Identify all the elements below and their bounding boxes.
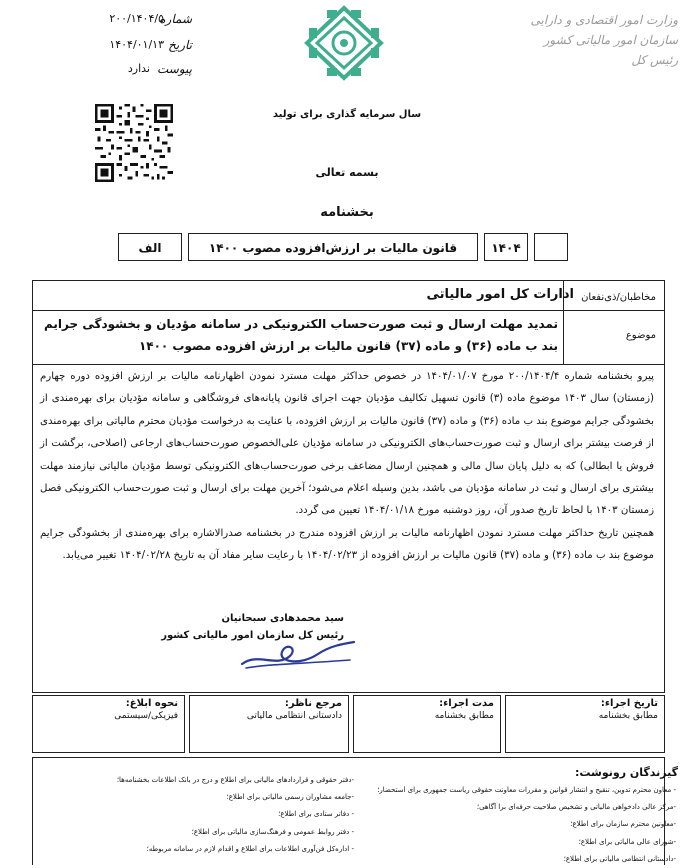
cc-item: - دفاتر ستادی برای اطلاع؛: [278, 810, 354, 819]
bismillah: بسمه تعالی: [315, 166, 379, 179]
exec-date-cell: [505, 695, 665, 753]
letter-attachment: [92, 62, 192, 82]
circular-body: [40, 366, 654, 568]
notify-cell: [32, 695, 185, 753]
duration-cell: [353, 695, 501, 753]
divider: [32, 364, 665, 365]
law-title: قانون مالیات بر ارزش‌افزوده مصوب ۱۴۰۰: [188, 233, 478, 261]
document-kind: بخشنامه: [320, 205, 374, 220]
ministry-line-1: وزارت امور اقتصادی و دارایی: [530, 13, 678, 27]
cc-item: -دفتر حقوقی و قراردادهای مالیاتی برای اطلاع و درج در بانک اطلاعات بخشنامه‌ها؛: [116, 776, 354, 784]
ministry-line-3: رئیس کل: [631, 53, 678, 67]
letter-number-value: ۲۰۰/۱۴۰۴/۵: [109, 12, 164, 25]
duration-value: مطابق بخشنامه: [434, 711, 494, 721]
cc-item: -جامعه مشاوران رسمی مالیاتی برای اطلاع؛: [226, 793, 354, 802]
classification-strip: [118, 233, 568, 263]
supervisor-cell: [189, 695, 349, 753]
cc-item: - اداره‌کل فن‌آوری اطلاعات برای اطلاع و اقدام لازم در سامانه مربوطه؛: [146, 844, 354, 853]
supervisor-value: دادستانی انتظامی مالیاتی: [246, 711, 342, 721]
letter-date-label: تاریخ: [168, 38, 192, 52]
cc-item: -معاونین محترم سازمان برای اطلاع؛: [570, 820, 676, 829]
addressee-value: ادارات کل امور مالیاتی: [426, 287, 574, 302]
signature-icon: [238, 634, 358, 674]
cc-left-column: [54, 772, 354, 858]
notify-label: نحوه ابلاغ:: [125, 698, 178, 709]
tax-organization-logo-icon: [303, 4, 385, 82]
body-paragraph-2: همچنین تاریخ حداکثر مهلت مسترد نمودن اظهارنامه مالیات بر ارزش افزوده مندرج در بخشنامه صدرالاشاره برای بهره‌مندی از بخشودگی جرایم موضوع بند ب ماده (۳۶) و ماده (۳۷) قانون مالیات بر ارزش افزوده از ۱۴۰۴/۰۲/۲۳ با رعایت سایر مفاد آن به تاریخ ۱۴۰۴/۰۲/۲۸ تغییر می‌یابد.: [40, 527, 654, 562]
blank-cell: [534, 233, 568, 261]
cc-right-column: [376, 782, 676, 868]
letter-date: [92, 38, 192, 58]
body-paragraph-1: پیرو بخشنامه شماره ۲۰۰/۱۴۰۴/۴ مورخ ۱۴۰۴/۰۱/۰۷ در خصوص حداکثر مهلت مسترد نمودن اظهارنامه مالیات بر ارزش افزوده دوره چهارم (زمستان) سال ۱۴۰۳ موضوع ماده (۳) قانون تسهیل تکالیف مؤدیان جهت اجرای قانون پایانه‌های فروشگاهی و سامانه مؤدیان برای بهره‌مندی از بخشودگی جرایم موضوع بند ب ماده (۳۶) و ماده (۳۷) قانون مالیات بر ارزش افزوده، با عنایت به درخواست مؤدیان محترم مالیاتی برای بهره‌مندی از فرصت بیشتر برای ارسال و ثبت صورت‌حساب‌های الکترونیکی در سامانه مؤدیان علی‌الخصوص صورت‌حساب‌های ارجاعی (اصلاحی، برگشت از فروش یا ابطالی) که به دلیل پایان سال مالی و همچنین ارسال مضاعف برخی صورت‌حساب‌های الکترونیکی توسط مؤدیان مالیاتی نیازمند مهلت بیشتری برای ارسال و ثبت در سامانه مؤدیان می باشد، بدین وسیله اعلام می‌شود؛ آخرین مهلت برای ارسال و ثبت صورت‌حساب الکترونیکی فصل زمستان ۱۴۰۳ با لحاظ تاریخ صدور آن، روز دوشنبه مورخ ۱۴۰۴/۰۱/۱۸ تعیین می گردد.: [40, 371, 654, 517]
letter-number-label: شماره: [159, 12, 192, 26]
exec-date-value: مطابق بخشنامه: [598, 711, 658, 721]
subject-value: تمدید مهلت ارسال و ثبت صورت‌حساب الکترونیکی در سامانه مؤدیان و بخشودگی جرایم بند ب ماده (۳۶) و ماده (۳۷) قانون مالیات بر ارزش افزوده مصوب ۱۴۰۰: [44, 317, 558, 353]
circular-year: ۱۴۰۴: [484, 233, 528, 261]
signer-name: سید محمدهادی سبحانیان: [221, 613, 344, 624]
supervisor-label: مرجع ناظر:: [284, 698, 342, 709]
letter-attachment-label: پیوست: [157, 62, 192, 76]
exec-date-label: تاریخ اجراء:: [600, 698, 658, 709]
year-slogan: سال سرمایه گذاری برای تولید: [272, 109, 422, 120]
cc-item: -دادستانی انتظامی مالیاتی برای اطلاع؛: [563, 854, 676, 863]
letter-number: [92, 12, 192, 32]
signer-title: رئیس کل سازمان امور مالیاتی کشور: [161, 630, 344, 641]
cc-item: -شورای عالی مالیاتی برای اطلاع؛: [578, 837, 676, 846]
cc-item: - دفتر روابط عمومی و فرهنگ‌سازی مالیاتی برای اطلاع؛: [191, 827, 354, 836]
subject-label: موضوع: [625, 330, 656, 341]
cc-item: - معاون محترم تدوین، تنقیح و انتشار قوانین و مقررات معاونت حقوقی ریاست جمهوری برای استحضار؛: [377, 786, 676, 794]
letter-attachment-value: ندارد: [127, 62, 150, 75]
ministry-line-2: سازمان امور مالیاتی کشور: [543, 33, 678, 47]
category-code: الف: [118, 233, 182, 261]
cc-title: گیرندگان رونوشت:: [574, 766, 678, 779]
divider: [32, 310, 665, 311]
ministry-header: [478, 10, 678, 70]
addressee-label: مخاطبان/ذی‌نفعان: [581, 292, 656, 303]
notify-value: فیزیکی/سیستمی: [114, 711, 178, 721]
duration-label: مدت اجراء:: [439, 698, 494, 709]
execution-info: [32, 695, 665, 753]
cc-item: -مرکز عالی دادخواهی مالیاتی و تشخیص صلاحیت حرفه‌ای برا آگاهی؛: [476, 803, 676, 812]
letter-date-value: ۱۴۰۴/۰۱/۱۳: [109, 38, 164, 51]
